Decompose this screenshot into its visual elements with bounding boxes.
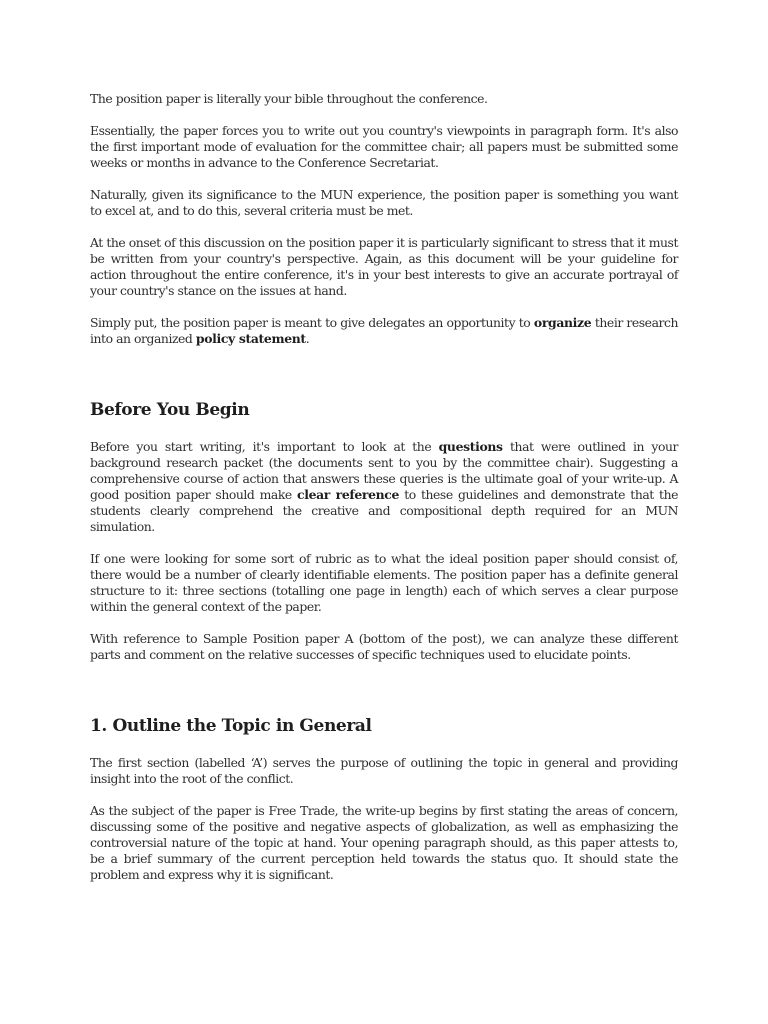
before-paragraph-1-text-e: to these guidelines and demonstrate that the students clearly comprehend the creative and compositional depth required for an MUN simulation.: [90, 487, 678, 534]
section-spacer: [90, 363, 678, 399]
document-page: [90, 91, 678, 899]
questions-emphasis: questions: [438, 439, 503, 454]
outline-topic-heading: 1. Outline the Topic in General: [90, 716, 372, 736]
intro-paragraph-5: [90, 315, 678, 347]
before-paragraph-3: With reference to Sample Position paper A (bottom of the post), we can analyze these different parts and comment on the relative successes of specific techniques used to elucidate points.: [90, 631, 678, 662]
clear-reference-emphasis: clear reference: [297, 487, 399, 502]
before-paragraph-2: If one were looking for some sort of rubric as to what the ideal position paper should consist of, there would be a number of clearly identifiable elements. The position paper has a definite general structure to it: three sections (totalling one page in length) each of which serves a clear purpose within the general context of the paper.: [90, 551, 678, 614]
intro-paragraph-5-text-c: their research into an organized: [90, 315, 678, 346]
heading-spacer: [90, 421, 678, 439]
intro-paragraph-4: At the onset of this discussion on the position paper it is particularly significant to stress that it must be written from your country's perspective. Again, as this document will be your guideline for action throughout the entire conference, it's in your best interests to give an accurate portrayal of your country's stance on the issues at hand.: [90, 235, 678, 298]
before-you-begin-heading: Before You Begin: [90, 400, 250, 420]
intro-paragraph-5-text-a: Simply put, the position paper is meant to give delegates an opportunity to: [90, 315, 534, 330]
before-paragraph-1: [90, 439, 678, 535]
before-paragraph-1-text-c: that were outlined in your background research packet (the documents sent to you by the committee chair). Suggesting a comprehensive course of action that answers these queries is the ultimate goal of your write-up. A good position paper should make: [90, 439, 678, 502]
section-spacer: [90, 679, 678, 715]
outline-paragraph-2: As the subject of the paper is Free Trade, the write-up begins by first stating the areas of concern, discussing some of the positive and negative aspects of globalization, as well as emphasizing the controversial nature of the topic at hand. Your opening paragraph should, as this paper attests to, be a brief summary of the current perception held towards the status quo. It should state the problem and express why it is significant.: [90, 803, 678, 882]
intro-paragraph-5-text-e: .: [305, 331, 310, 346]
intro-paragraph-3: Naturally, given its significance to the MUN experience, the position paper is something you want to excel at, and to do this, several criteria must be met.: [90, 187, 678, 218]
heading-spacer: [90, 737, 678, 755]
before-paragraph-1-text-a: Before you start writing, it's important to look at the: [90, 439, 439, 454]
intro-paragraph-1: The position paper is literally your bible throughout the conference.: [90, 91, 488, 106]
organize-emphasis: organize: [533, 315, 592, 330]
policy-statement-emphasis: policy statement: [195, 331, 306, 346]
intro-paragraph-2: Essentially, the paper forces you to write out you country's viewpoints in paragraph form. It's also the first important mode of evaluation for the committee chair; all papers must be submitted some weeks or months in advance to the Conference Secretariat.: [90, 123, 678, 170]
outline-paragraph-1: The first section (labelled ‘A’) serves the purpose of outlining the topic in general and providing insight into the root of the conflict.: [90, 755, 678, 786]
